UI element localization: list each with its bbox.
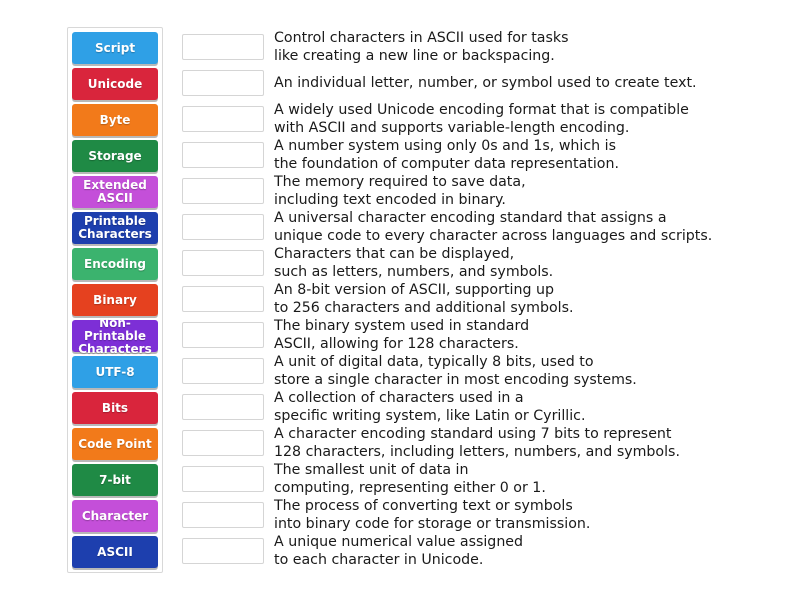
description — [274, 353, 794, 389]
description-line: A widely used Unicode encoding format that is compatible — [274, 102, 689, 118]
description-line: Control characters in ASCII used for tasks — [274, 30, 569, 46]
tile-encoding[interactable]: Encoding — [72, 248, 158, 280]
description-line: to each character in Unicode. — [274, 552, 484, 568]
description-line: unique code to every character across languages and scripts. — [274, 228, 713, 244]
description-line: store a single character in most encoding systems. — [274, 372, 637, 388]
tile-extended-ascii[interactable]: Extended ASCII — [72, 176, 158, 208]
drop-slot[interactable] — [182, 394, 264, 420]
description-line: A collection of characters used in a — [274, 390, 524, 406]
drop-slot[interactable] — [182, 106, 264, 132]
description-line: computing, representing either 0 or 1. — [274, 480, 546, 496]
tile-binary[interactable]: Binary — [72, 284, 158, 316]
description-line: The process of converting text or symbols — [274, 498, 573, 514]
tile-bits[interactable]: Bits — [72, 392, 158, 424]
drop-slot[interactable] — [182, 466, 264, 492]
description — [274, 425, 794, 461]
description-line: A universal character encoding standard that assigns a — [274, 210, 667, 226]
description — [274, 74, 794, 92]
drop-slot[interactable] — [182, 214, 264, 240]
tile-character[interactable]: Character — [72, 500, 158, 532]
description-line: An individual letter, number, or symbol used to create text. — [274, 75, 697, 91]
tile-code-point[interactable]: Code Point — [72, 428, 158, 460]
drop-slot[interactable] — [182, 358, 264, 384]
tile-7-bit[interactable]: 7-bit — [72, 464, 158, 496]
drop-slot[interactable] — [182, 322, 264, 348]
description-line: 128 characters, including letters, numbers, and symbols. — [274, 444, 680, 460]
description — [274, 533, 794, 569]
description-line: A number system using only 0s and 1s, which is — [274, 138, 616, 154]
description — [274, 461, 794, 497]
drop-slot[interactable] — [182, 34, 264, 60]
description — [274, 389, 794, 425]
description-line: The memory required to save data, — [274, 174, 526, 190]
description-line: including text encoded in binary. — [274, 192, 506, 208]
tile-non-printable-characters[interactable]: Non-Printable Characters — [72, 320, 158, 352]
tile-utf-8[interactable]: UTF-8 — [72, 356, 158, 388]
description — [274, 29, 794, 65]
tile-storage[interactable]: Storage — [72, 140, 158, 172]
description-line: Characters that can be displayed, — [274, 246, 515, 262]
description-line: An 8-bit version of ASCII, supporting up — [274, 282, 554, 298]
description — [274, 281, 794, 317]
description-line: The smallest unit of data in — [274, 462, 469, 478]
tile-script[interactable]: Script — [72, 32, 158, 64]
tile-printable-characters[interactable]: Printable Characters — [72, 212, 158, 244]
description — [274, 173, 794, 209]
description-line: specific writing system, like Latin or Cyrillic. — [274, 408, 586, 424]
tile-unicode[interactable]: Unicode — [72, 68, 158, 100]
description-line: like creating a new line or backspacing. — [274, 48, 555, 64]
description-line: such as letters, numbers, and symbols. — [274, 264, 554, 280]
description-line: to 256 characters and additional symbols. — [274, 300, 574, 316]
description-line: with ASCII and supports variable-length encoding. — [274, 120, 630, 136]
description-line: the foundation of computer data representation. — [274, 156, 619, 172]
drop-slot[interactable] — [182, 250, 264, 276]
tile-byte[interactable]: Byte — [72, 104, 158, 136]
description — [274, 245, 794, 281]
description — [274, 137, 794, 173]
description — [274, 317, 794, 353]
description — [274, 497, 794, 533]
drop-slot[interactable] — [182, 430, 264, 456]
drop-slot[interactable] — [182, 178, 264, 204]
drop-slot[interactable] — [182, 502, 264, 528]
drop-slot[interactable] — [182, 538, 264, 564]
tile-ascii[interactable]: ASCII — [72, 536, 158, 568]
description-line: into binary code for storage or transmission. — [274, 516, 591, 532]
description-line: The binary system used in standard — [274, 318, 530, 334]
tile-bank — [67, 27, 163, 573]
description — [274, 209, 794, 245]
drop-slot[interactable] — [182, 70, 264, 96]
drop-slot[interactable] — [182, 142, 264, 168]
description-line: A character encoding standard using 7 bits to represent — [274, 426, 672, 442]
description-line: A unit of digital data, typically 8 bits, used to — [274, 354, 594, 370]
drop-slot[interactable] — [182, 286, 264, 312]
description-line: A unique numerical value assigned — [274, 534, 524, 550]
description — [274, 101, 794, 137]
description-line: ASCII, allowing for 128 characters. — [274, 336, 519, 352]
